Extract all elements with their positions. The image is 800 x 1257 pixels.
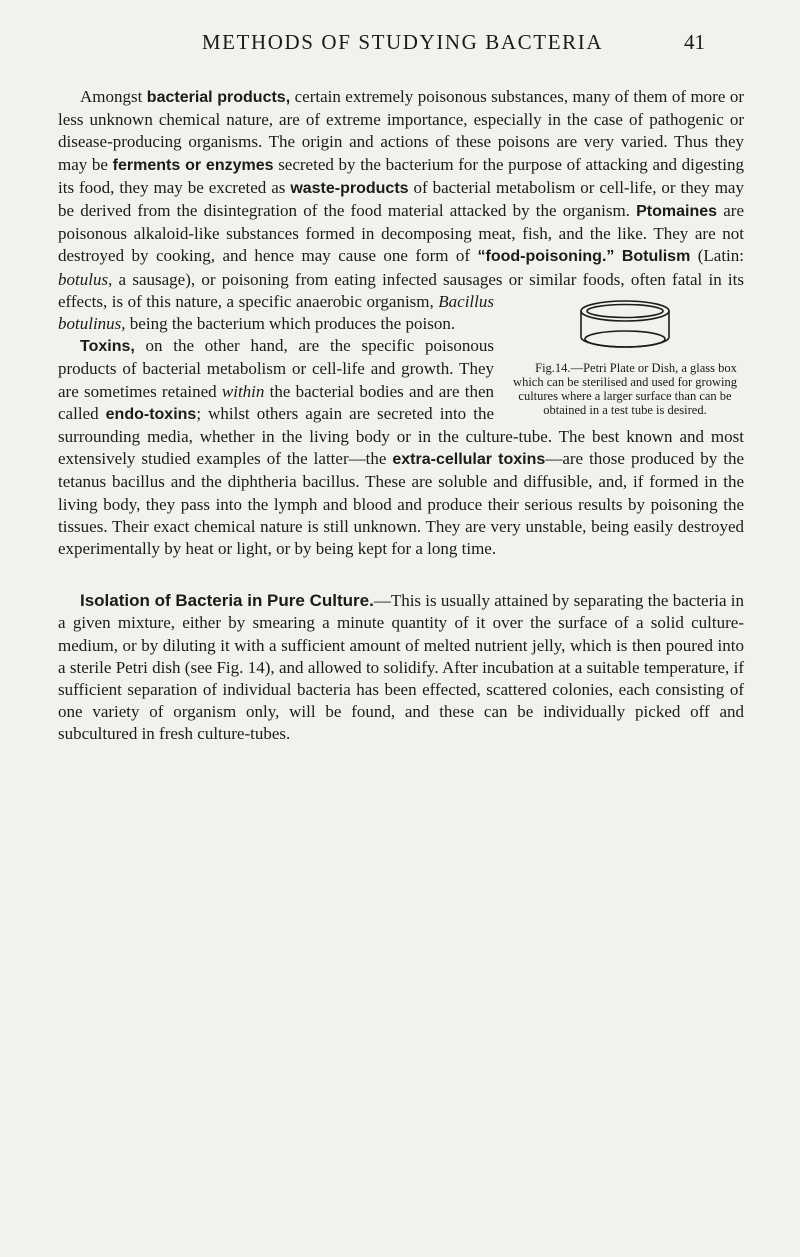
page-number: 41 bbox=[684, 30, 705, 54]
latin-botulus: botulus, bbox=[58, 269, 113, 289]
figure-14 bbox=[506, 297, 744, 417]
term-food-poisoning: “food-poisoning.” bbox=[477, 248, 615, 266]
paragraph-toxins: Toxins, on the other hand, are the specific poisonous products of bacterial metabolism or cell-life and growth. They are sometimes retained within the bacterial bodies and are then called endo-toxins; whilst others again are secreted into the surrounding media, whether in the living body or in the culture-tube. The best known and most extensively studied examples of the latter—the extra-cellular toxins—are those produced by the tetanus bacillus and the diphtheria bacillus. These are soluble and diffusible, and, if formed in the living body, they pass into the lymph and blood and produce their serious results by poisoning the tissues. Their exact chemical nature is still unknown. They are very unstable, being easily destroyed experimentally by heat or light, or by being kept for a long time. bbox=[58, 336, 744, 559]
term-ferments: ferments or enzymes bbox=[112, 156, 274, 174]
term-toxins: Toxins, bbox=[80, 338, 135, 356]
term-bacterial-products: bacterial products, bbox=[146, 89, 291, 106]
chapter-title: METHODS OF STUDYING BACTERIA bbox=[201, 30, 604, 54]
section-heading: Isolation of Bacteria in Pure Culture. bbox=[80, 591, 374, 611]
body-text bbox=[58, 86, 744, 746]
term-botulism: Botulism bbox=[621, 248, 691, 266]
paragraph-bacterial-products: Amongst bacterial products, certain extremely poisonous substances, many of them of more or less unknown chemical nature, are of extreme importance, especially in the case of pathogenic or disease-producing organisms. The origin and actions of these poisons are very varied. Thus they may be ferments or enzymes secreted by the bacterium for the purpose of attacking and digesting its food, they may be excreted as waste-products of bacterial metabolism or cell-life, or they may be derived from the disintegration of the food material attacked by the organism. Ptomaines are poisonous alkaloid-like substances formed in decomposing meat, fish, and the like. They are not destroyed by cooking, and hence may cause one form of “food-poisoning.” Botulism (Latin: botulus, a sausage), or poisoning from eating infected sausages or similar foods, often fatal in its effects, is of this nature, a specific anaerobic organism, Fig.14.—Petri Plate or Dish, a glass box which can be sterilised and used for growing cultures where a larger surface than can be obtained in a test tube is desired. Bacillus botulinus, being the bacterium which produces the poison. bbox=[58, 87, 745, 417]
term-waste-products: waste-products bbox=[290, 179, 409, 197]
petri-dish-icon bbox=[577, 297, 673, 357]
paragraph-isolation: Isolation of Bacteria in Pure Culture.—This is usually attained by separating the bacteria in a given mixture, either by smearing a minute quantity of it over the surface of a solid culture-medium, or by diluting it with a sufficient amount of melted nutrient jelly, which is then poured into a sterile Petri dish (see Fig. 14), and allowed to solidify. After incubation at a suitable temperature, if sufficient separation of individual bacteria has been effected, scattered colonies, each consisting of one variety of organism only, will be found, and these can be individually picked off and subcultured in fresh culture-tubes. bbox=[58, 591, 744, 744]
latin-bacillus-botulinus: Bacillus botulinus, bbox=[58, 291, 494, 334]
term-endo-toxins: endo-toxins bbox=[105, 405, 197, 423]
running-header bbox=[100, 30, 705, 55]
term-extra-cellular-toxins: extra-cellular toxins bbox=[392, 451, 546, 469]
term-ptomaines: Ptomaines bbox=[636, 203, 718, 221]
figure-caption: Fig.14.—Petri Plate or Dish, a glass box which can be sterilised and used for growing cultures where a larger surface than can be obtained in a test tube is desired. bbox=[513, 360, 737, 417]
emphasis-within: within bbox=[221, 381, 265, 401]
